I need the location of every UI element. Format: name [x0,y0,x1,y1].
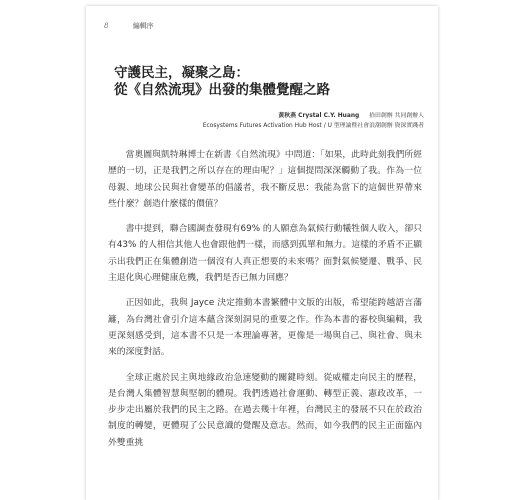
running-head [104,21,154,31]
section-label: 編輯序 [132,22,154,30]
author-name: 黃秋燕 Crystal C.Y. Huang [278,113,360,119]
chapter-title [114,65,414,99]
author-role-2: Ecosystems Futures Activation Hub Host / U 型理論暨社會浪潮創辦 資深實踐者 [202,123,424,129]
author-block [203,111,424,131]
paragraph: 全球正處於民主與地緣政治急速變動的關鍵時刻。從威權走向民主的歷程，是台灣人集體智慧與堅韌的體現。我們透過社會運動、轉型正義、憲政改革，一步步走出屬於我們的民主之路。在過去幾十年裡，台灣民主的發展不只在於政治制度的轉變，更體現了公民意識的覺醒及意志。然而，如今我們的民主正面臨內外雙重挑 [108,372,422,448]
body-text [108,147,422,460]
book-page [86,6,438,500]
paragraph: 書中提到，聯合國調查發現有69% 的人願意為氣候行動犧牲個人收入，卻只有43% 的人相信其他人也會跟他們一樣，而感到孤單和無力。這樣的矛盾不正顯示出我們正在集體創造一個沒有人真正想要的未來嗎？面對氣候變遷、戰爭、民主退化與心理健康危機，我們是否已無力回應？ [108,224,422,284]
title-line-1: 守護民主，凝聚之島： [114,65,249,81]
paragraph: 正因如此，我與 Jayce 決定推動本書繁體中文版的出版，希望能跨越語言藩籬，為台灣社會引介這本蘊含深刻洞見的重要之作。作為本書的審校與編輯，我更深刻感受到，這本書不只是一本理論專著，更像是一場與自己、與社會、與未來的深度對話。 [108,298,422,358]
paragraph: 當奧圖與凱特琳博士在新書《自然流現》中問道：「如果，此時此刻我們所經歷的一切，正是我們之所以存在的理由呢？」這個提問深深觸動了我。作為一位母親、地球公民與社會變革的倡議者，我不斷反思：我能為當下的這個世界帶來些什麼？創造什麼樣的價值？ [108,150,422,209]
title-line-2: 從《自然流現》出發的集體覺醒之路 [114,82,330,98]
author-role-1: 拾田創辦 共同創辦人 [369,113,424,119]
page-number: 8 [104,22,109,30]
